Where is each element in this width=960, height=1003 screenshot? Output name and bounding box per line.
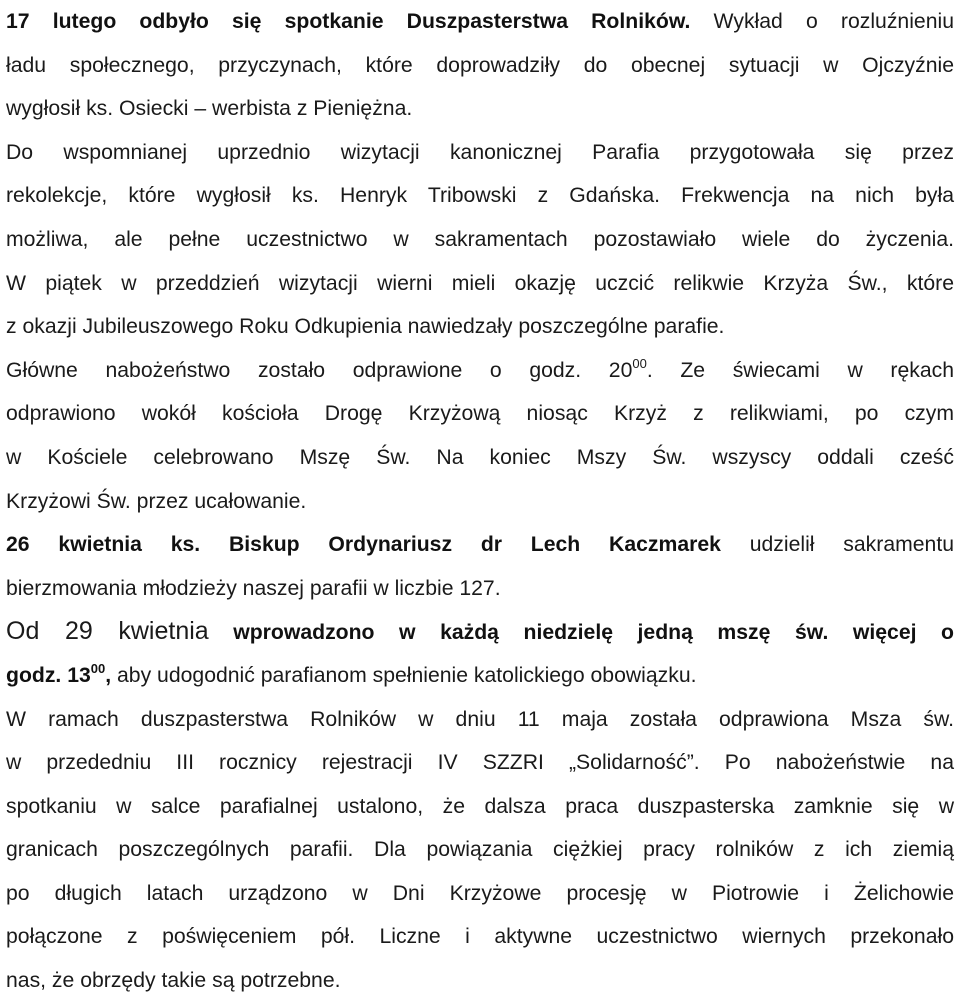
text-line [6,349,954,393]
text-span: 17 lutego odbyło się spotkanie Duszpasterstwa Rolników. [6,10,691,33]
text-span: Od 29 kwietnia [6,617,209,646]
text-span: połączone z poświęceniem pół. Liczne i aktywne uczestnictwo wiernych przekonało [6,925,954,949]
text-span: wprowadzono w każdą niedzielę jedną mszę św. więcej o [208,621,954,645]
text-line [6,610,954,654]
text-span: w Kościele celebrowano Mszę Św. Na koniec Mszy Św. wszyscy oddali cześć [6,445,954,469]
text-span: . Ze świecami w rękach [646,358,954,382]
text-line [6,654,954,698]
text-span: po długich latach urządzono w Dni Krzyżowe procesję w Piotrowie i Żelichowie [6,881,954,905]
text-line [6,828,954,872]
text-line [6,785,954,829]
text-span: bierzmowania młodzieży naszej parafii w liczbie 127. [6,576,501,600]
text-span: rekolekcje, które wygłosił ks. Henryk Tribowski z Gdańska. Frekwencja na nich była [6,184,954,208]
text-span: ładu społecznego, przyczynach, które doprowadziły do obecnej sytuacji w Ojczyźnie [6,53,954,77]
text-span: Do wspomnianej uprzednio wizytacji kanonicznej Parafia przygotowała się przez [6,140,954,164]
text-span: możliwa, ale pełne uczestnictwo w sakramentach pozostawiało wiele do życzenia. [6,227,954,251]
superscript: 00 [632,355,647,371]
text-line [6,915,954,959]
text-span: Główne nabożeństwo zostało odprawione o godz. 20 [6,358,633,382]
text-line [6,698,954,742]
text-line [6,87,954,131]
text-span: w przededniu III rocznicy rejestracji IV SZZRI „Solidarność”. Po nabożeństwie na [6,751,954,775]
text-span: aby udogodnić parafianom spełnienie katolickiego obowiązku. [111,663,697,687]
text-span: 26 kwietnia ks. Biskup Ordynariusz dr Lech Kaczmarek [6,533,721,557]
text-span: W ramach duszpasterstwa Rolników w dniu 11 maja została odprawiona Msza św. [6,707,954,731]
text-span: z okazji Jubileuszowego Roku Odkupienia nawiedzały poszczególne parafie. [6,315,725,339]
superscript: 00 [90,660,106,676]
text-line [6,436,954,480]
text-line [6,392,954,436]
text-span: Wykład o rozluźnieniu [690,10,954,33]
text-span: udzielił sakramentu [720,533,954,557]
text-line [6,0,954,44]
text-span: Krzyżowi Św. przez ucałowanie. [6,489,307,513]
text-line [6,523,954,567]
text-line [6,741,954,785]
text-span: , [105,663,112,687]
text-span: spotkaniu w salce parafialnej ustalono, że dalsza praca duszpasterska zamknie się w [6,794,954,818]
text-line [6,305,954,349]
text-span: godz. 13 [6,663,91,687]
text-line [6,131,954,175]
text-line [6,262,954,306]
text-span: W piątek w przeddzień wizytacji wierni mieli okazję uczcić relikwie Krzyża Św., które [6,271,954,295]
text-line [6,44,954,88]
text-span: odprawiono wokół kościoła Drogę Krzyżową niosąc Krzyż z relikwiami, po czym [6,402,954,426]
text-line [6,567,954,611]
text-line [6,959,954,1003]
text-span: wygłosił ks. Osiecki – werbista z Pieniężna. [6,97,413,121]
text-line [6,218,954,262]
text-line [6,480,954,524]
text-span: nas, że obrzędy takie są potrzebne. [6,969,341,993]
text-line [6,174,954,218]
text-span: granicach poszczególnych parafii. Dla powiązania ciężkiej pracy rolników z ich ziemią [6,838,954,862]
text-line [6,872,954,916]
